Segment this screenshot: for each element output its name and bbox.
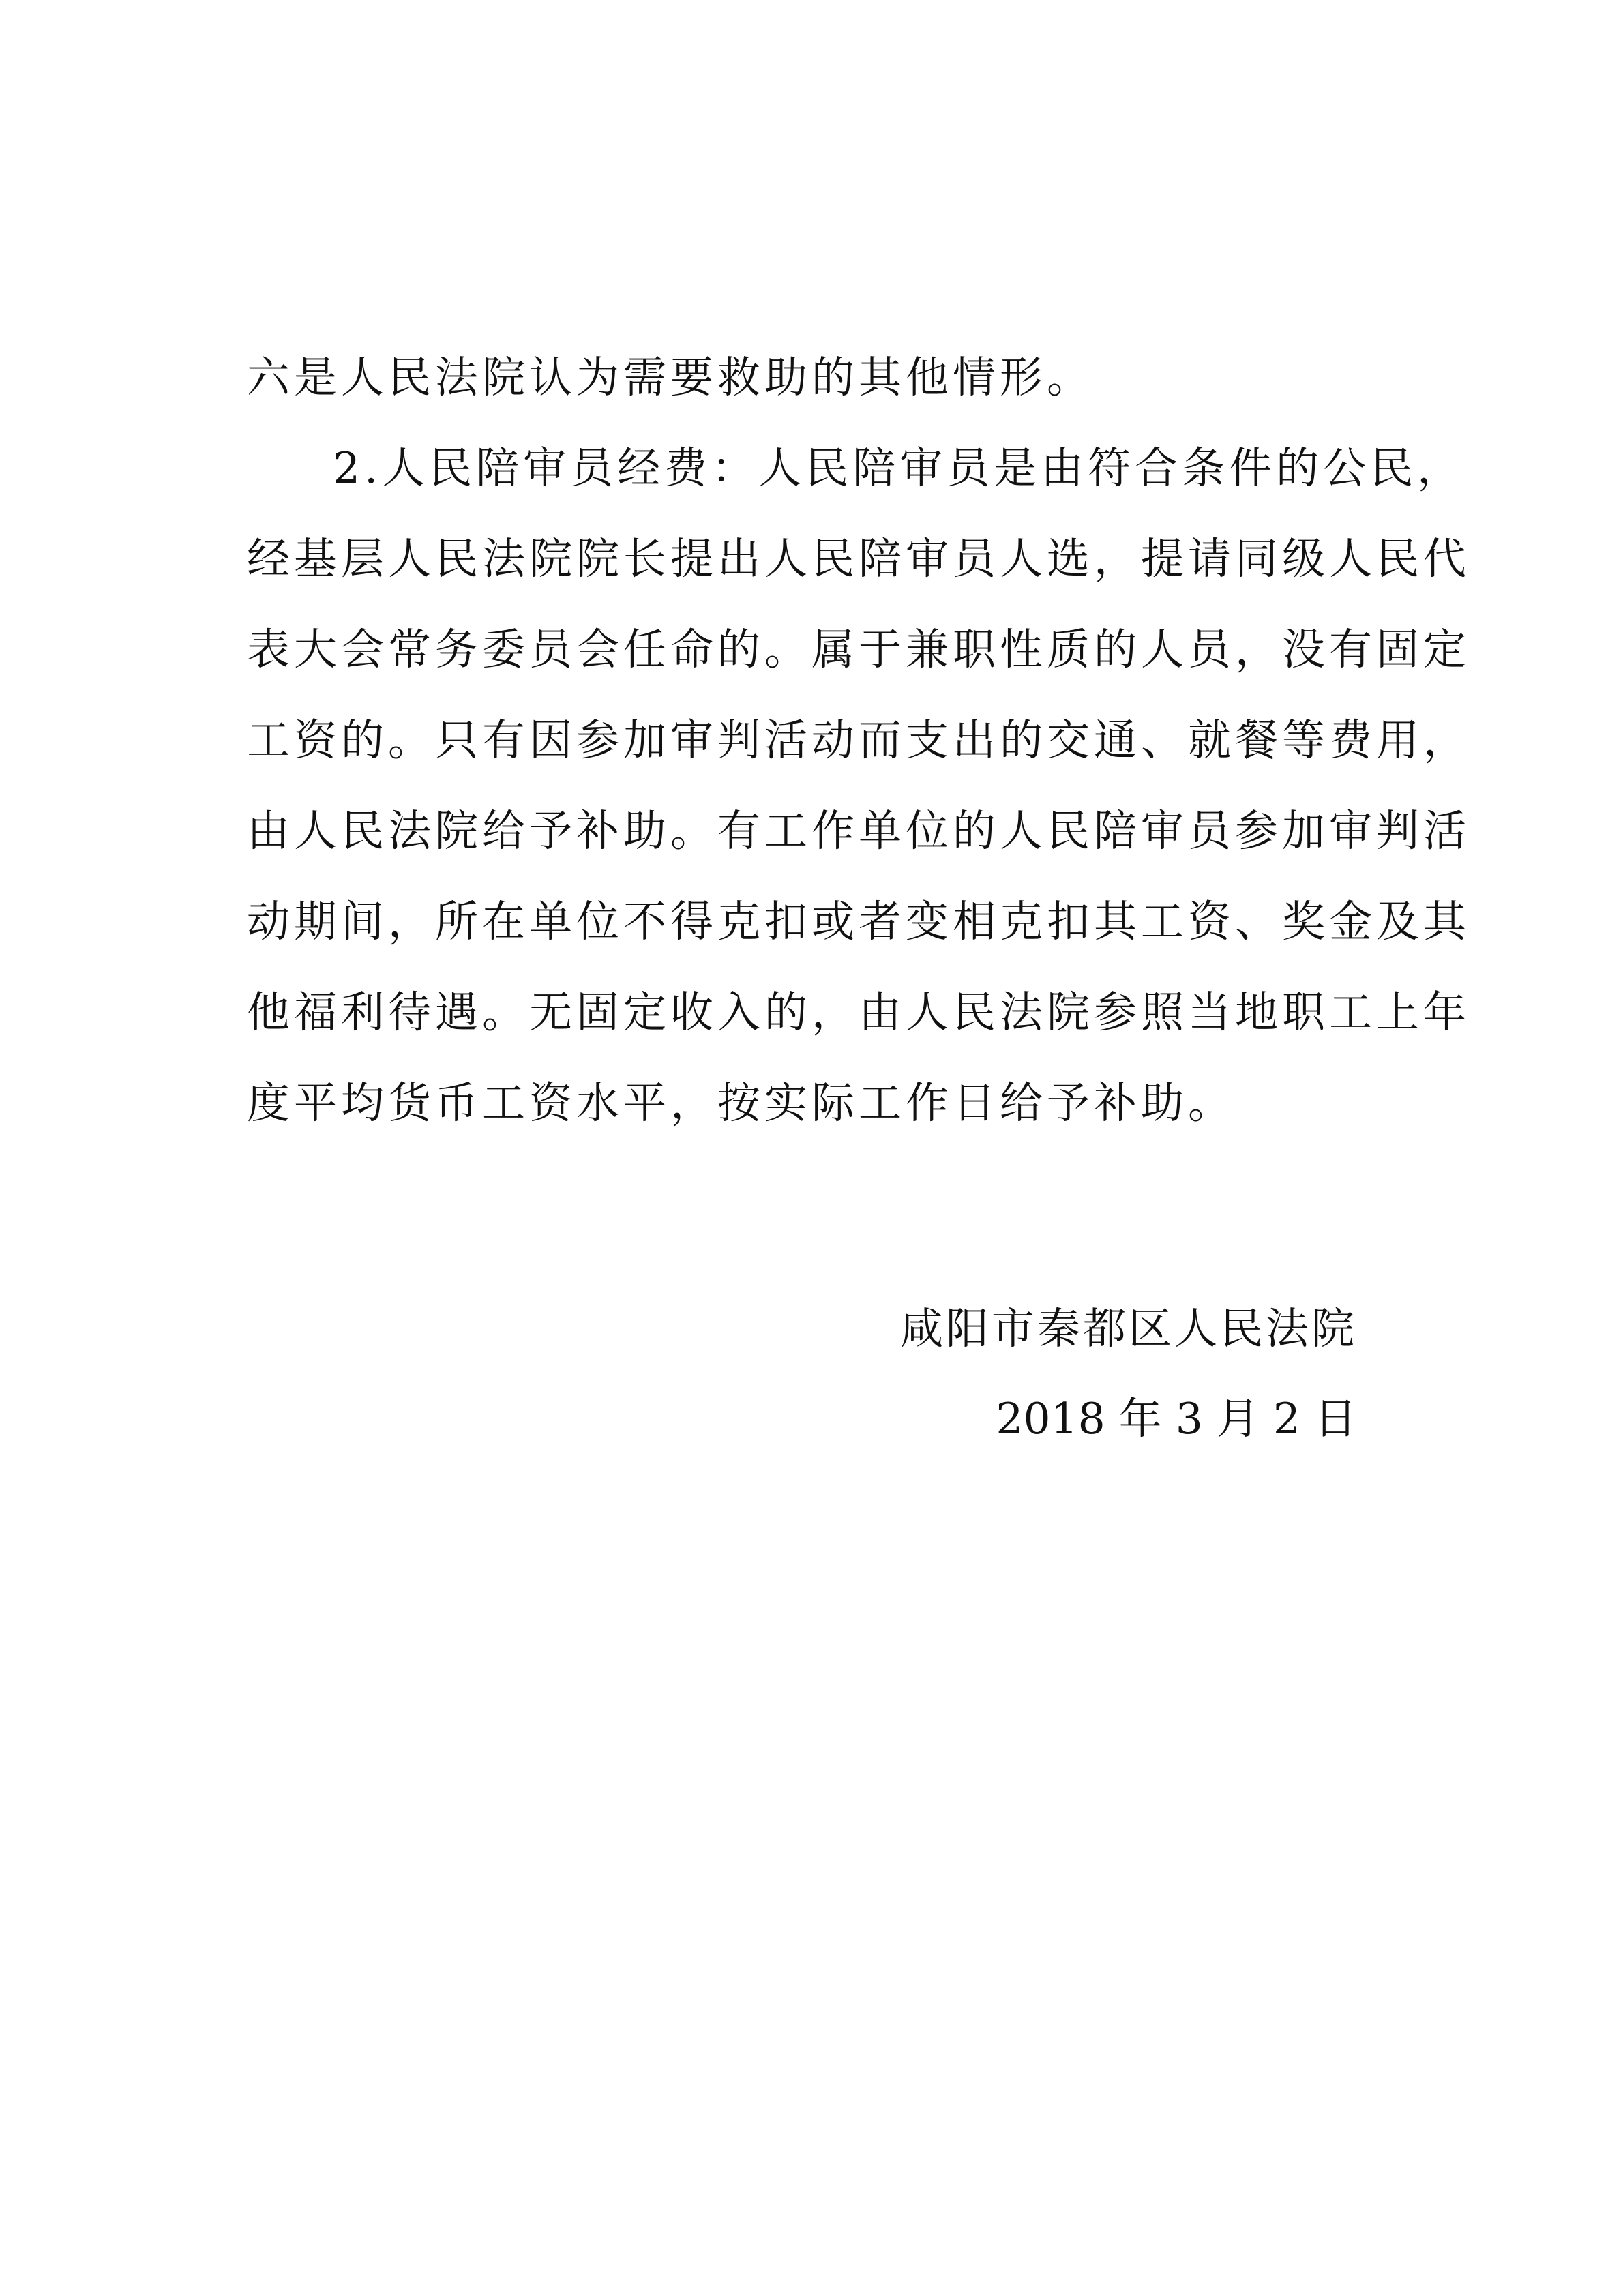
signature-date: 2018 年 3 月 2 日 xyxy=(996,1394,1357,1444)
paragraph-line-9: 度平均货币工资水平，按实际工作日给予补助。 xyxy=(247,1078,1235,1128)
paragraph-line-5: 工资的。只有因参加审判活动而支出的交通、就餐等费用， xyxy=(247,715,1470,765)
paragraph-line-7: 动期间，所在单位不得克扣或者变相克扣其工资、奖金及其 xyxy=(247,897,1470,946)
paragraph-line-2: 2.人民陪审员经费：人民陪审员是由符合条件的公民， xyxy=(333,443,1465,493)
paragraph-line-3: 经基层人民法院院长提出人民陪审员人选，提请同级人民代 xyxy=(247,534,1470,584)
paragraph-line-4: 表大会常务委员会任命的。属于兼职性质的人员，没有固定 xyxy=(247,625,1470,674)
signature-organization: 咸阳市秦都区人民法院 xyxy=(900,1304,1357,1354)
paragraph-line-6: 由人民法院给予补助。有工作单位的人民陪审员参加审判活 xyxy=(247,806,1470,856)
paragraph-line-1: 六是人民法院认为需要救助的其他情形。 xyxy=(247,353,1094,402)
paragraph-line-8: 他福利待遇。无固定收入的，由人民法院参照当地职工上年 xyxy=(247,987,1470,1037)
